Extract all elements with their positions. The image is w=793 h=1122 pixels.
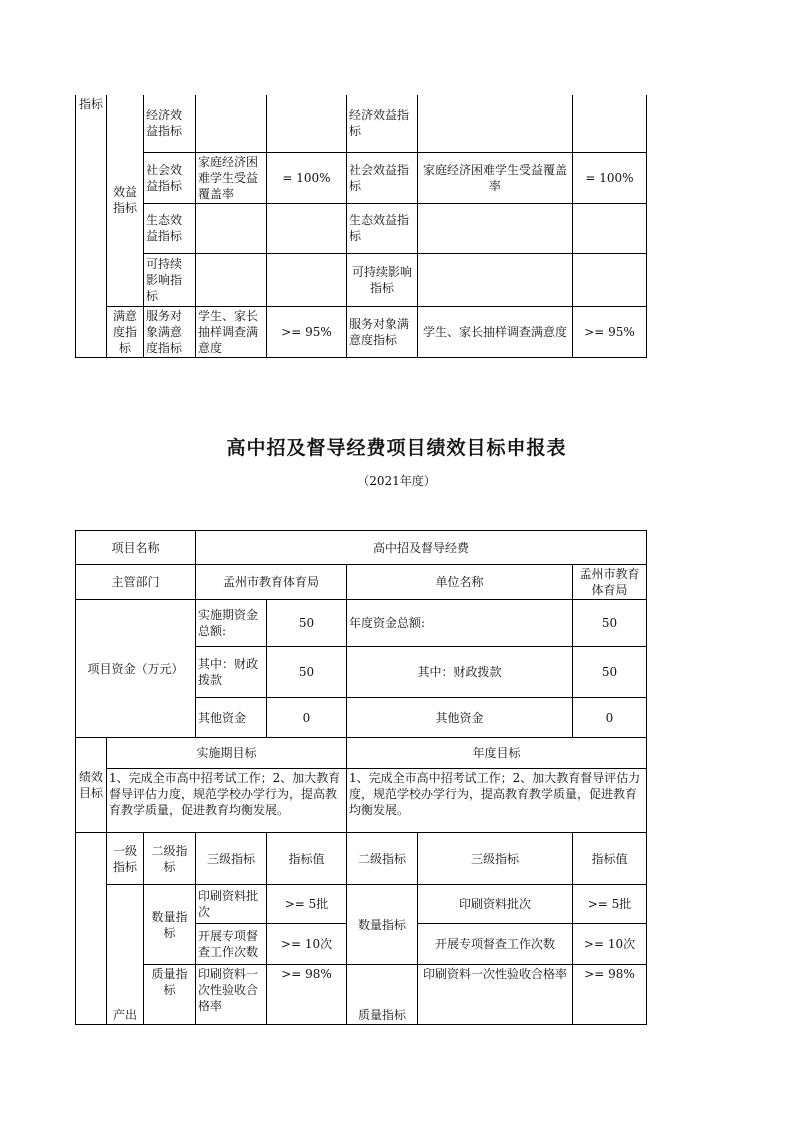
impl-goal-label: 实施期目标 [107,738,347,769]
sustain-benefit-label-right: 可持续影响指标 [347,253,418,306]
dept-label: 主管部门 [76,565,196,600]
fiscal-value-right: 50 [573,647,647,698]
impl-goal-text: 1、完成全市高中招考试工作；2、加大教育督导评估力度，规范学校办学行为，提高教育教学质量，促进教育均衡发展。 [107,769,347,833]
quality-row1-l3-right: 印刷资料一次性验收合格率 [418,965,573,1025]
service-satisfaction-label: 服务对象满意度指标 [144,306,196,357]
economic-benefit-label-right: 经济效益指标 [347,95,418,152]
blank-left-cell [76,833,107,1025]
other-value-right: 0 [573,698,647,738]
service-satisfaction-l3-right: 学生、家长抽样调查满意度 [418,306,573,357]
social-benefit-label: 社会效益指标 [144,152,196,203]
social-benefit-value-right: = 100% [573,152,647,203]
fiscal-label-right: 其中：财政拨款 [347,647,573,698]
year-goal-text: 1、完成全市高中招考试工作；2、加大教育督导评估力度，规范学校办学行为，提高教育教学质量，促进教育均衡发展。 [347,769,647,833]
benefit-indicator-cell: 效益指标 [107,95,144,306]
eco-benefit-l3 [196,203,267,253]
hdr-level2: 二级指标 [144,833,196,885]
hdr-value-right: 指标值 [573,833,647,885]
output-label: 产出 [107,885,144,1025]
project-name-value: 高中招及督导经费 [196,531,647,565]
qty-row1-value: >= 5批 [267,885,347,924]
form-clip [75,530,647,1022]
qty-row2-value: >= 10次 [267,924,347,965]
quality-row1-l3: 印刷资料一次性验收合格率 [196,965,267,1025]
other-value-left: 0 [267,698,347,738]
other-label-right: 其他资金 [347,698,573,738]
other-label-left: 其他资金 [196,698,267,738]
economic-benefit-l3 [196,95,267,152]
service-satisfaction-value: >= 95% [267,306,347,357]
sustain-benefit-value-right [573,253,647,306]
eco-benefit-l3-right [418,203,573,253]
economic-benefit-value [267,95,347,152]
project-name-label: 项目名称 [76,531,196,565]
impl-total-label: 实施期资金总额: [196,600,267,647]
qty-row1-l3-right: 印刷资料批次 [418,885,573,924]
quality-row1-value: >= 98% [267,965,347,1025]
hdr-level3-right: 三级指标 [418,833,573,885]
qty-row2-l3-right: 开展专项督查工作次数 [418,924,573,965]
dept-value: 孟州市教育体育局 [196,565,347,600]
sustain-benefit-value [267,253,347,306]
qty-label: 数量指标 [144,885,196,965]
continued-indicator-table [75,95,647,358]
qty-label-right: 数量指标 [347,885,418,965]
hdr-level3: 三级指标 [196,833,267,885]
eco-benefit-value-right [573,203,647,253]
quality-row1-value-right: >= 98% [573,965,647,1025]
goal-label: 绩效目标 [76,738,107,833]
service-satisfaction-l3: 学生、家长抽样调查满意度 [196,306,267,357]
social-benefit-label-right: 社会效益指标 [347,152,418,203]
eco-benefit-label: 生态效益指标 [144,203,196,253]
fiscal-label-left: 其中：财政拨款 [196,647,267,698]
hdr-level2-right: 二级指标 [347,833,418,885]
social-benefit-l3: 家庭经济困难学生受益覆盖率 [196,152,267,203]
qty-row2-l3: 开展专项督查工作次数 [196,924,267,965]
impl-total-value: 50 [267,600,347,647]
hdr-value: 指标值 [267,833,347,885]
economic-benefit-label: 经济效益指标 [144,95,196,152]
quality-label-right: 质量指标 [347,965,418,1025]
sustain-benefit-l3 [196,253,267,306]
performance-goal-form [75,530,647,1025]
page-title: 高中招及督导经费项目绩效目标申报表 [226,437,567,459]
level1-cell: 指标 [76,95,107,357]
social-benefit-value: = 100% [267,152,347,203]
quality-label: 质量指标 [144,965,196,1025]
unit-value: 孟州市教育体育局 [573,565,647,600]
eco-benefit-value [267,203,347,253]
economic-benefit-l3-right [418,95,573,152]
qty-row1-value-right: >= 5批 [573,885,647,924]
year-total-label: 年度资金总额: [347,600,573,647]
funds-label: 项目资金（万元） [76,600,196,738]
satisfaction-indicator-cell: 满意度指标 [107,306,144,357]
sustain-benefit-l3-right [418,253,573,306]
year-total-value: 50 [573,600,647,647]
unit-label: 单位名称 [347,565,573,600]
qty-row2-value-right: >= 10次 [573,924,647,965]
qty-row1-l3: 印刷资料批次 [196,885,267,924]
service-satisfaction-value-right: >= 95% [573,306,647,357]
page-subtitle: （2021年度） [357,474,436,488]
fiscal-value-left: 50 [267,647,347,698]
eco-benefit-label-right: 生态效益指标 [347,203,418,253]
social-benefit-l3-right: 家庭经济困难学生受益覆盖率 [418,152,573,203]
service-satisfaction-label-right: 服务对象满意度指标 [347,306,418,357]
year-goal-label: 年度目标 [347,738,647,769]
sustain-benefit-label: 可持续影响指标 [144,253,196,306]
hdr-level1: 一级指标 [107,833,144,885]
economic-benefit-value-right [573,95,647,152]
